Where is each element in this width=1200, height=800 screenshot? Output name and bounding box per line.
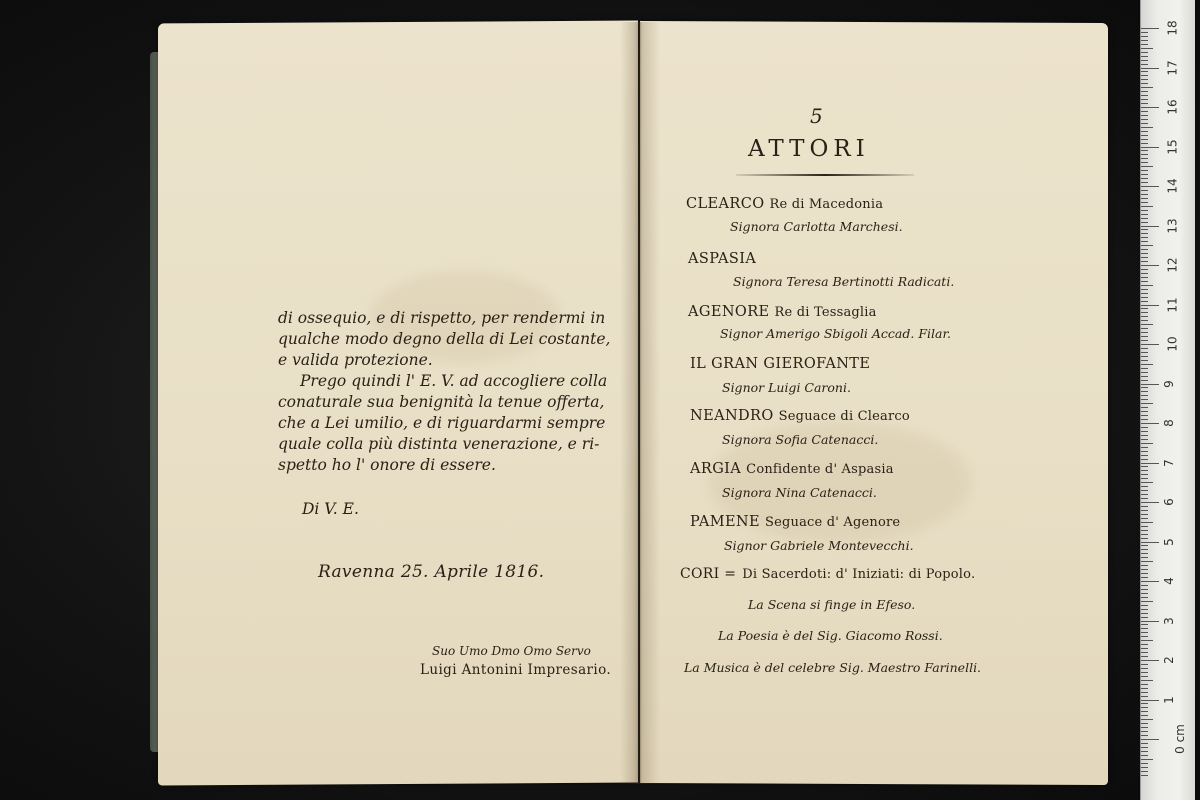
ruler-tick (1141, 589, 1148, 590)
ruler-tick (1141, 289, 1148, 290)
ruler-tick (1141, 498, 1148, 499)
ruler-tick (1141, 226, 1159, 227)
signature: Luigi Antonini Impresario. (420, 662, 612, 678)
ruler-tick (1141, 549, 1148, 550)
ruler-tick (1141, 731, 1148, 732)
ruler-label: 17 (1165, 59, 1180, 76)
ruler-tick (1141, 577, 1148, 578)
poetry-credit: La Poesia è del Sig. Giacomo Rossi. (718, 628, 943, 643)
ruler-label: 18 (1165, 20, 1180, 36)
ruler-tick (1141, 257, 1148, 258)
ruler-tick (1141, 324, 1153, 325)
ruler-tick (1141, 293, 1148, 294)
ruler-tick (1141, 391, 1148, 392)
performer: Signora Nina Catenacci. (722, 485, 877, 500)
ruler-tick (1141, 71, 1148, 72)
letter-line: di ossequio, e di rispetto, per rendermi in (278, 309, 606, 327)
ruler-tick (1141, 285, 1153, 286)
ruler-label: 5 (1161, 537, 1176, 546)
character-name: NEANDRO (690, 408, 774, 424)
ruler-tick (1141, 376, 1148, 377)
ruler-tick (1141, 751, 1148, 752)
page-number: 5 (810, 104, 823, 128)
ruler-tick (1141, 715, 1148, 716)
ruler-tick (1141, 506, 1148, 507)
performer: Signor Amerigo Sbigoli Accad. Filar. (720, 326, 952, 341)
cast-name (690, 514, 900, 530)
ruler-tick (1141, 419, 1148, 420)
ruler-tick (1141, 83, 1148, 84)
ruler-tick (1141, 723, 1148, 724)
ruler-tick (1141, 36, 1148, 37)
ruler-tick (1141, 368, 1148, 369)
ruler-tick (1141, 518, 1148, 519)
ruler-tick (1141, 447, 1148, 448)
ruler-tick (1141, 628, 1148, 629)
character-name: CLEARCO (686, 196, 765, 212)
ruler-tick (1141, 229, 1148, 230)
ruler-tick (1141, 478, 1148, 479)
ruler-tick (1141, 68, 1159, 69)
ruler-tick (1141, 648, 1148, 649)
ruler-tick (1141, 269, 1148, 270)
ruler-tick (1141, 52, 1148, 53)
ruler-tick (1141, 348, 1148, 349)
ruler-label: 6 (1161, 498, 1176, 506)
date-line: Ravenna 25. Aprile 1816. (318, 562, 545, 582)
ruler-tick (1141, 692, 1148, 693)
ruler-tick (1141, 344, 1159, 345)
performer: Signor Gabriele Montevecchi. (724, 538, 914, 553)
ruler-tick (1141, 95, 1148, 96)
ruler-tick (1141, 530, 1148, 531)
measuring-ruler (1140, 0, 1195, 800)
ruler-tick (1141, 174, 1148, 175)
ruler-tick (1141, 237, 1148, 238)
ruler-tick (1141, 727, 1148, 728)
ruler-label: 10 (1165, 336, 1180, 352)
cast-name (690, 408, 910, 424)
ruler-tick (1141, 135, 1148, 136)
ruler-tick (1141, 676, 1148, 677)
letter-line: Prego quindi l' E. V. ad accogliere colla (300, 372, 608, 390)
ruler-tick (1141, 759, 1153, 760)
ruler-tick (1141, 206, 1153, 207)
page-title: ATTORI (748, 136, 870, 162)
ruler-tick (1141, 569, 1148, 570)
ruler-tick (1141, 423, 1159, 424)
ruler-tick (1141, 127, 1153, 128)
ruler-tick (1141, 32, 1148, 33)
ruler-tick (1141, 387, 1148, 388)
ruler-tick (1141, 703, 1148, 704)
ruler-tick (1141, 561, 1153, 562)
ruler-tick (1141, 91, 1148, 92)
ruler-tick (1141, 747, 1148, 748)
ruler-tick (1141, 332, 1148, 333)
ruler-label: 14 (1165, 178, 1180, 194)
cast-name (690, 461, 894, 477)
ruler-tick (1141, 494, 1148, 495)
ruler-tick (1141, 621, 1159, 622)
ruler-tick (1141, 214, 1148, 215)
ruler-tick (1141, 474, 1148, 475)
ruler-tick (1141, 395, 1148, 396)
ruler-tick (1141, 340, 1148, 341)
ruler-tick (1141, 553, 1148, 554)
ruler-tick (1141, 316, 1148, 317)
ruler-tick (1141, 123, 1148, 124)
ruler-tick (1141, 771, 1148, 772)
ruler-tick (1141, 767, 1148, 768)
ruler-tick (1141, 44, 1148, 45)
ruler-tick (1141, 328, 1148, 329)
ruler-tick (1141, 435, 1148, 436)
character-role: Re di Tessaglia (774, 305, 877, 320)
performer: Signora Sofia Catenacci. (722, 432, 879, 447)
chorus-desc: Di Sacerdoti: d' Iniziati: di Popolo. (742, 567, 976, 582)
ruler-tick (1141, 265, 1159, 266)
ruler-tick (1141, 743, 1148, 744)
ruler-tick (1141, 522, 1153, 523)
ruler-tick (1141, 502, 1159, 503)
ruler-tick (1141, 644, 1148, 645)
ruler-label: 0 cm (1172, 724, 1187, 754)
ruler-tick (1141, 490, 1148, 491)
ruler-tick (1141, 486, 1148, 487)
ruler-tick (1141, 320, 1148, 321)
ruler-tick (1141, 79, 1148, 80)
cast-name (688, 251, 761, 267)
ruler-tick (1141, 573, 1148, 574)
character-name: ASPASIA (688, 251, 757, 267)
ruler-tick (1141, 352, 1148, 353)
ruler-tick (1141, 178, 1148, 179)
title-rule (736, 174, 914, 176)
ruler-tick (1141, 684, 1148, 685)
ruler-tick (1141, 103, 1148, 104)
ruler-tick (1141, 312, 1148, 313)
ruler-tick (1141, 64, 1148, 65)
performer: Signor Luigi Caroni. (722, 380, 851, 395)
ruler-tick (1141, 380, 1148, 381)
ruler-tick (1141, 557, 1148, 558)
ruler-label: 7 (1161, 458, 1176, 467)
ruler-tick (1141, 190, 1148, 191)
chorus-line (680, 566, 975, 582)
ruler-tick (1141, 605, 1148, 606)
ruler-tick (1141, 336, 1148, 337)
ruler-tick (1141, 735, 1148, 736)
character-role: Confidente d' Aspasia (746, 462, 894, 477)
ruler-tick (1141, 139, 1148, 140)
character-name: IL GRAN GIEROFANTE (690, 356, 871, 372)
ruler-tick (1141, 463, 1159, 464)
character-role: Re di Macedonia (769, 197, 884, 212)
ruler-tick (1141, 356, 1148, 357)
ruler-tick (1141, 87, 1153, 88)
ruler-tick (1141, 111, 1148, 112)
ruler-tick (1141, 308, 1148, 309)
letter-line: qualche modo degno della di Lei costante, (278, 330, 611, 348)
ruler-tick (1141, 411, 1148, 412)
scene-note: La Scena si finge in Efeso. (748, 597, 916, 612)
ruler-label: 4 (1161, 577, 1176, 585)
ruler-tick (1141, 301, 1148, 302)
ruler-label: 2 (1161, 656, 1176, 664)
ruler-tick (1141, 166, 1153, 167)
ruler-tick (1141, 399, 1148, 400)
ruler-tick (1141, 150, 1148, 151)
ruler-tick (1141, 466, 1148, 467)
ruler-tick (1141, 194, 1148, 195)
ruler-label: 9 (1161, 379, 1176, 388)
ruler-tick (1141, 439, 1148, 440)
ruler-tick (1141, 48, 1153, 49)
ruler-tick (1141, 415, 1148, 416)
ruler-tick (1141, 253, 1148, 254)
ruler-tick (1141, 680, 1153, 681)
character-name: PAMENE (690, 514, 761, 530)
ruler-tick (1141, 245, 1153, 246)
ruler-tick (1141, 218, 1148, 219)
letter-line: spetto ho l' onore di essere. (278, 456, 496, 474)
ruler-tick (1141, 613, 1148, 614)
ruler-tick (1141, 210, 1148, 211)
ruler-tick (1141, 147, 1159, 148)
ruler-tick (1141, 514, 1148, 515)
ruler-tick (1141, 636, 1148, 637)
ruler-tick (1141, 455, 1148, 456)
ruler-tick (1141, 131, 1148, 132)
ruler-tick (1141, 545, 1148, 546)
music-credit: La Musica è del celebre Sig. Maestro Farinelli. (684, 660, 982, 675)
character-role: Seguace di Clearco (778, 409, 910, 424)
ruler-tick (1141, 297, 1148, 298)
ruler-tick (1141, 403, 1153, 404)
ruler-tick (1141, 170, 1148, 171)
ruler-tick (1141, 364, 1153, 365)
character-name: ARGIA (690, 461, 742, 477)
ruler-tick (1141, 696, 1148, 697)
ruler-tick (1141, 593, 1148, 594)
ruler-tick (1141, 115, 1148, 116)
ruler-tick (1141, 99, 1148, 100)
ruler-tick (1141, 609, 1148, 610)
ruler-label: 12 (1165, 257, 1180, 273)
ruler-tick (1141, 182, 1148, 183)
ruler-tick (1141, 585, 1148, 586)
ruler-tick (1141, 384, 1159, 385)
ruler-tick (1141, 186, 1159, 187)
ruler-tick (1141, 775, 1148, 776)
ruler-tick (1141, 656, 1148, 657)
cast-name (688, 304, 877, 320)
ruler-tick (1141, 763, 1148, 764)
ruler-label: 11 (1165, 296, 1180, 313)
ruler-tick (1141, 451, 1148, 452)
ruler-tick (1141, 202, 1148, 203)
ruler-tick (1141, 222, 1148, 223)
ruler-tick (1141, 565, 1148, 566)
ruler-tick (1141, 672, 1148, 673)
ruler-tick (1141, 60, 1148, 61)
ruler-tick (1141, 431, 1148, 432)
performer: Signora Carlotta Marchesi. (730, 219, 903, 234)
ruler-tick (1141, 688, 1148, 689)
ruler-tick (1141, 360, 1148, 361)
ruler-tick (1141, 597, 1148, 598)
ruler-tick (1141, 470, 1148, 471)
ruler-tick (1141, 711, 1148, 712)
ruler-tick (1141, 707, 1148, 708)
character-name: AGENORE (688, 304, 770, 320)
ruler-tick (1141, 652, 1148, 653)
letter-line: e valida protezione. (278, 351, 433, 369)
ruler-tick (1141, 162, 1148, 163)
ruler-tick (1141, 443, 1153, 444)
ruler-tick (1141, 538, 1148, 539)
ruler-tick (1141, 739, 1159, 740)
ruler-tick (1141, 601, 1153, 602)
ruler-tick (1141, 526, 1148, 527)
ruler-tick (1141, 281, 1148, 282)
ruler-tick (1141, 719, 1153, 720)
ruler-tick (1141, 482, 1153, 483)
ruler-tick (1141, 668, 1148, 669)
ruler-tick (1141, 624, 1148, 625)
ruler-tick (1141, 581, 1159, 582)
chorus-label: CORI = (680, 566, 737, 582)
cast-name (690, 356, 875, 372)
ruler-tick (1141, 154, 1148, 155)
dedication-letter (278, 308, 628, 476)
ruler-tick (1141, 407, 1148, 408)
ruler-tick (1141, 273, 1148, 274)
ruler-tick (1141, 40, 1148, 41)
ruler-tick (1141, 143, 1148, 144)
ruler-tick (1141, 241, 1148, 242)
ruler-tick (1141, 56, 1148, 57)
character-role: Seguace d' Agenore (765, 515, 901, 530)
signoff: Di V. E. (302, 500, 359, 518)
ruler-tick (1141, 427, 1148, 428)
ruler-tick (1141, 640, 1153, 641)
cast-name (686, 196, 883, 212)
ruler-label: 16 (1165, 99, 1180, 115)
ruler-label: 13 (1165, 217, 1180, 234)
ruler-label: 3 (1161, 616, 1176, 625)
ruler-tick (1141, 119, 1148, 120)
ruler-tick (1141, 660, 1159, 661)
ruler-tick (1141, 755, 1148, 756)
performer: Signora Teresa Bertinotti Radicati. (733, 274, 955, 289)
ruler-tick (1141, 459, 1148, 460)
ruler-tick (1141, 372, 1148, 373)
ruler-tick (1141, 158, 1148, 159)
letter-line: conaturale sua benignità la tenue offerta, (278, 393, 605, 411)
letter-line: quale colla più distinta venerazione, e ri- (278, 435, 600, 453)
ruler-tick (1141, 28, 1159, 29)
ruler-tick (1141, 700, 1159, 701)
ruler-tick (1141, 664, 1148, 665)
ruler-tick (1141, 510, 1148, 511)
ruler-tick (1141, 107, 1159, 108)
ruler-tick (1141, 249, 1148, 250)
ruler-label: 8 (1161, 419, 1176, 427)
ruler-tick (1141, 75, 1148, 76)
ruler-label: 1 (1161, 695, 1176, 704)
ruler-tick (1141, 632, 1148, 633)
servant-line: Suo Umo Dmo Omo Servo (432, 644, 591, 658)
ruler-tick (1141, 542, 1159, 543)
ruler-tick (1141, 233, 1148, 234)
ruler-tick (1141, 198, 1148, 199)
ruler-tick (1141, 534, 1148, 535)
ruler-tick (1141, 277, 1148, 278)
letter-line: che a Lei umilio, e di riguardarmi sempre (278, 414, 606, 432)
ruler-tick (1141, 305, 1159, 306)
ruler-label: 15 (1165, 138, 1180, 155)
ruler-tick (1141, 617, 1148, 618)
ruler-tick (1141, 261, 1148, 262)
